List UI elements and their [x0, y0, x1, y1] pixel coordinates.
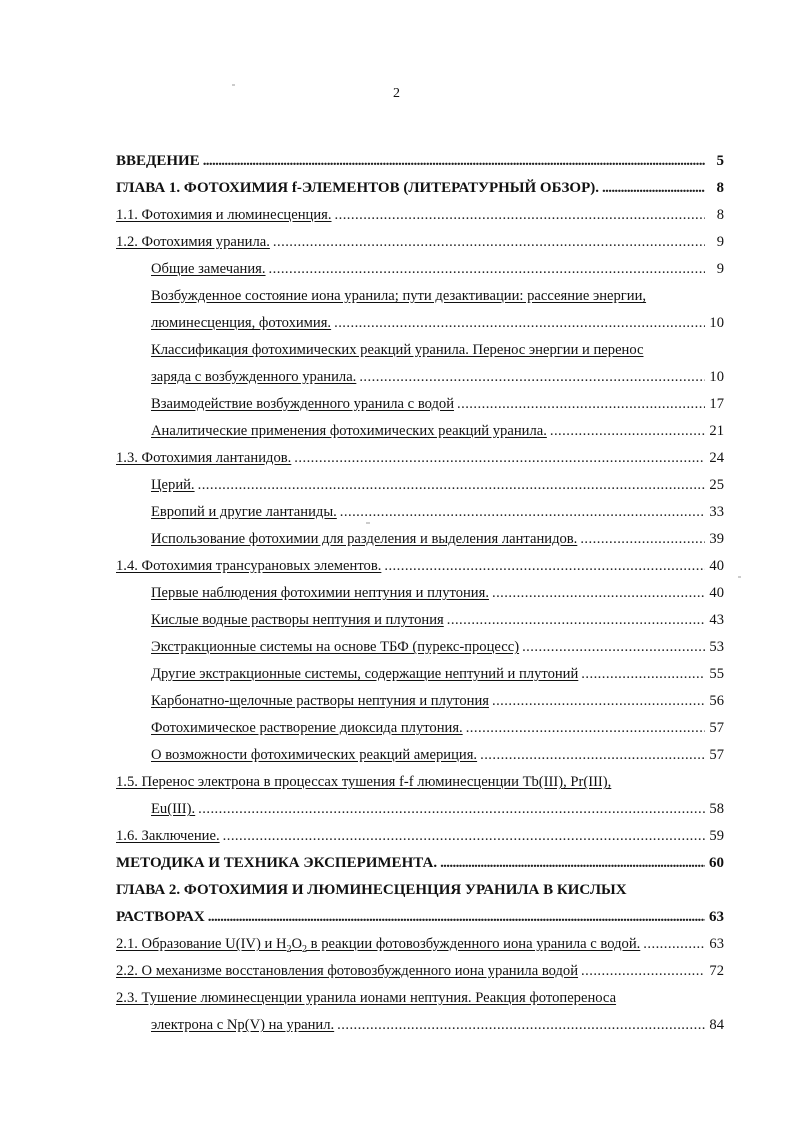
toc-entry-lanthanide-separation — [116, 526, 724, 553]
dot-leader — [480, 742, 705, 769]
toc-entry-page: 21 — [709, 423, 724, 439]
toc-entry-chapter-2 — [116, 877, 724, 931]
toc-entry-title: Аналитические применения фотохимических реакций уранила. — [151, 423, 547, 439]
toc-entry-title: Церий. — [151, 477, 195, 493]
toc-entry-page: 63 — [709, 936, 724, 952]
toc-entry-page: 53 — [709, 639, 724, 655]
dot-leader — [223, 823, 705, 850]
dot-leader — [522, 634, 705, 661]
toc-entry-title: 1.6. Заключение. — [116, 828, 220, 844]
toc-entry-page: 33 — [709, 504, 724, 520]
dot-leader — [337, 1012, 705, 1039]
toc-entry-2-1 — [116, 931, 724, 958]
dot-leader — [643, 931, 705, 958]
toc-entry-first-observations — [116, 580, 724, 607]
toc-entry-acidic-solutions — [116, 607, 724, 634]
toc-entry-page: 72 — [709, 963, 724, 979]
toc-entry-classification — [116, 337, 724, 391]
toc-entry-1-6 — [116, 823, 724, 850]
toc-entry-title: 1.2. Фотохимия уранила. — [116, 234, 270, 250]
scan-speck — [738, 576, 741, 578]
toc-entry-carbonate-solutions — [116, 688, 724, 715]
dot-leader — [273, 229, 705, 256]
toc-entry-title: электрона с Np(V) на уранил. — [151, 1017, 335, 1033]
toc-entry-title-line1: 1.5. Перенос электрона в процессах тушения f-f люминесценции Tb(III), Pr(III), — [116, 774, 612, 790]
dot-leader — [359, 364, 705, 391]
toc-entry-title: Экстракционные системы на основе ТБФ (пурекс-процесс) — [151, 639, 520, 655]
dot-leader — [203, 148, 705, 175]
toc-entry-title: Кислые водные растворы нептуния и плутония — [151, 612, 444, 628]
toc-entry-page: 43 — [709, 612, 724, 628]
toc-entry-introduction — [116, 148, 724, 175]
toc-entry-page: 84 — [709, 1017, 724, 1033]
toc-entry-1-2 — [116, 229, 724, 256]
toc-entry-europium — [116, 499, 724, 526]
dot-leader — [492, 688, 705, 715]
toc-entry-page: 60 — [709, 855, 724, 871]
toc-entry-page: 17 — [709, 396, 724, 412]
toc-entry-page: 24 — [709, 450, 724, 466]
toc-entry-title: ВВЕДЕНИЕ — [116, 153, 200, 169]
page-number: 2 — [393, 86, 400, 101]
toc-entry-title: Другие экстракционные системы, содержащие нептуний и плутоний — [151, 666, 579, 682]
dot-leader — [440, 850, 705, 877]
dot-leader — [580, 526, 705, 553]
toc-entry-page: 10 — [709, 315, 724, 331]
toc-entry-title-line1: Возбужденное состояние иона уранила; пути дезактивации: рассеяние энергии, — [151, 288, 647, 304]
toc-entry-1-4 — [116, 553, 724, 580]
toc-entry-page: 5 — [716, 153, 724, 169]
dot-leader — [269, 256, 705, 283]
toc-entry-title: 2.1. Образование U(IV) и $H_2O_2$ в реакции фотовозбужденного иона уранила с водой. — [116, 936, 641, 955]
table-of-contents — [116, 148, 724, 1039]
toc-entry-1-5 — [116, 769, 724, 823]
toc-entry-title: О возможности фотохимических реакций америция. — [151, 747, 478, 763]
toc-entry-title: 1.1. Фотохимия и люминесценция. — [116, 207, 332, 223]
toc-entry-page: 40 — [709, 558, 724, 574]
toc-entry-title: Первые наблюдения фотохимии нептуния и плутония. — [151, 585, 489, 601]
toc-entry-page: 25 — [709, 477, 724, 493]
toc-entry-page: 55 — [709, 666, 724, 682]
toc-entry-title: Фотохимическое растворение диоксида плутония. — [151, 720, 463, 736]
toc-entry-2-2 — [116, 958, 724, 985]
toc-entry-chapter-1 — [116, 175, 724, 202]
toc-entry-page: 40 — [709, 585, 724, 601]
dot-leader — [492, 580, 705, 607]
dot-leader — [457, 391, 705, 418]
toc-entry-page: 9 — [716, 234, 724, 250]
toc-entry-title: заряда с возбужденного уранила. — [151, 369, 357, 385]
toc-entry-cerium — [116, 472, 724, 499]
toc-entry-excited-state — [116, 283, 724, 337]
toc-entry-page: 39 — [709, 531, 724, 547]
dot-leader — [198, 472, 705, 499]
toc-entry-page: 9 — [716, 261, 724, 277]
toc-entry-page: 8 — [716, 180, 724, 196]
scan-speck — [232, 84, 235, 86]
toc-entry-page: 10 — [709, 369, 724, 385]
toc-entry-methods — [116, 850, 724, 877]
dot-leader — [294, 445, 705, 472]
dot-leader — [447, 607, 705, 634]
toc-entry-page: 57 — [709, 747, 724, 763]
toc-entry-page: 57 — [709, 720, 724, 736]
toc-entry-title-line1: 2.3. Тушение люминесценции уранила ионами нептуния. Реакция фотопереноса — [116, 990, 617, 1006]
dot-leader — [602, 175, 705, 202]
dot-leader — [198, 796, 705, 823]
dot-leader — [334, 310, 705, 337]
toc-entry-page: 56 — [709, 693, 724, 709]
toc-entry-page: 8 — [716, 207, 724, 223]
toc-entry-analytical-applications — [116, 418, 724, 445]
dot-leader — [581, 958, 705, 985]
toc-entry-other-extraction — [116, 661, 724, 688]
toc-entry-title: Взаимодействие возбужденного уранила с водой — [151, 396, 455, 412]
toc-entry-americium — [116, 742, 724, 769]
toc-entry-tbp-extraction — [116, 634, 724, 661]
toc-entry-title: люминесценция, фотохимия. — [151, 315, 332, 331]
toc-entry-title: 1.3. Фотохимия лантанидов. — [116, 450, 292, 466]
toc-entry-title-line1: Классификация фотохимических реакций уранила. Перенос энергии и перенос — [151, 342, 644, 358]
toc-entry-title: ГЛАВА 1. ФОТОХИМИЯ f-ЭЛЕМЕНТОВ (ЛИТЕРАТУРНЫЙ ОБЗОР). — [116, 180, 600, 196]
toc-entry-title: Европий и другие лантаниды. — [151, 504, 337, 520]
toc-entry-title: 2.2. О механизме восстановления фотовозбужденного иона уранила водой — [116, 963, 579, 979]
dot-leader — [340, 499, 705, 526]
toc-entry-page: 58 — [709, 801, 724, 817]
toc-entry-plutonium-dioxide — [116, 715, 724, 742]
toc-entry-page: 63 — [709, 909, 724, 925]
dot-leader — [208, 904, 705, 931]
toc-entry-title: Карбонатно-щелочные растворы нептуния и плутония — [151, 693, 489, 709]
toc-entry-water-interaction — [116, 391, 724, 418]
toc-entry-title-line1: ГЛАВА 2. ФОТОХИМИЯ И ЛЮМИНЕСЦЕНЦИЯ УРАНИЛА В КИСЛЫХ — [116, 882, 627, 898]
toc-entry-page: 59 — [709, 828, 724, 844]
toc-entry-title: Использование фотохимии для разделения и выделения лантанидов. — [151, 531, 578, 547]
scan-speck — [366, 522, 370, 524]
toc-entry-2-3 — [116, 985, 724, 1039]
toc-entry-1-1 — [116, 202, 724, 229]
dot-leader — [466, 715, 705, 742]
dot-leader — [335, 202, 705, 229]
toc-entry-title: Общие замечания. — [151, 261, 266, 277]
toc-entry-title: Eu(III). — [151, 801, 196, 817]
toc-entry-title: РАСТВОРАХ — [116, 909, 205, 925]
dot-leader — [384, 553, 705, 580]
toc-entry-title: МЕТОДИКА И ТЕХНИКА ЭКСПЕРИМЕНТА. — [116, 855, 438, 871]
toc-entry-title: 1.4. Фотохимия трансурановых элементов. — [116, 558, 382, 574]
toc-entry-1-3 — [116, 445, 724, 472]
dot-leader — [550, 418, 705, 445]
dot-leader — [581, 661, 705, 688]
toc-entry-general-remarks — [116, 256, 724, 283]
